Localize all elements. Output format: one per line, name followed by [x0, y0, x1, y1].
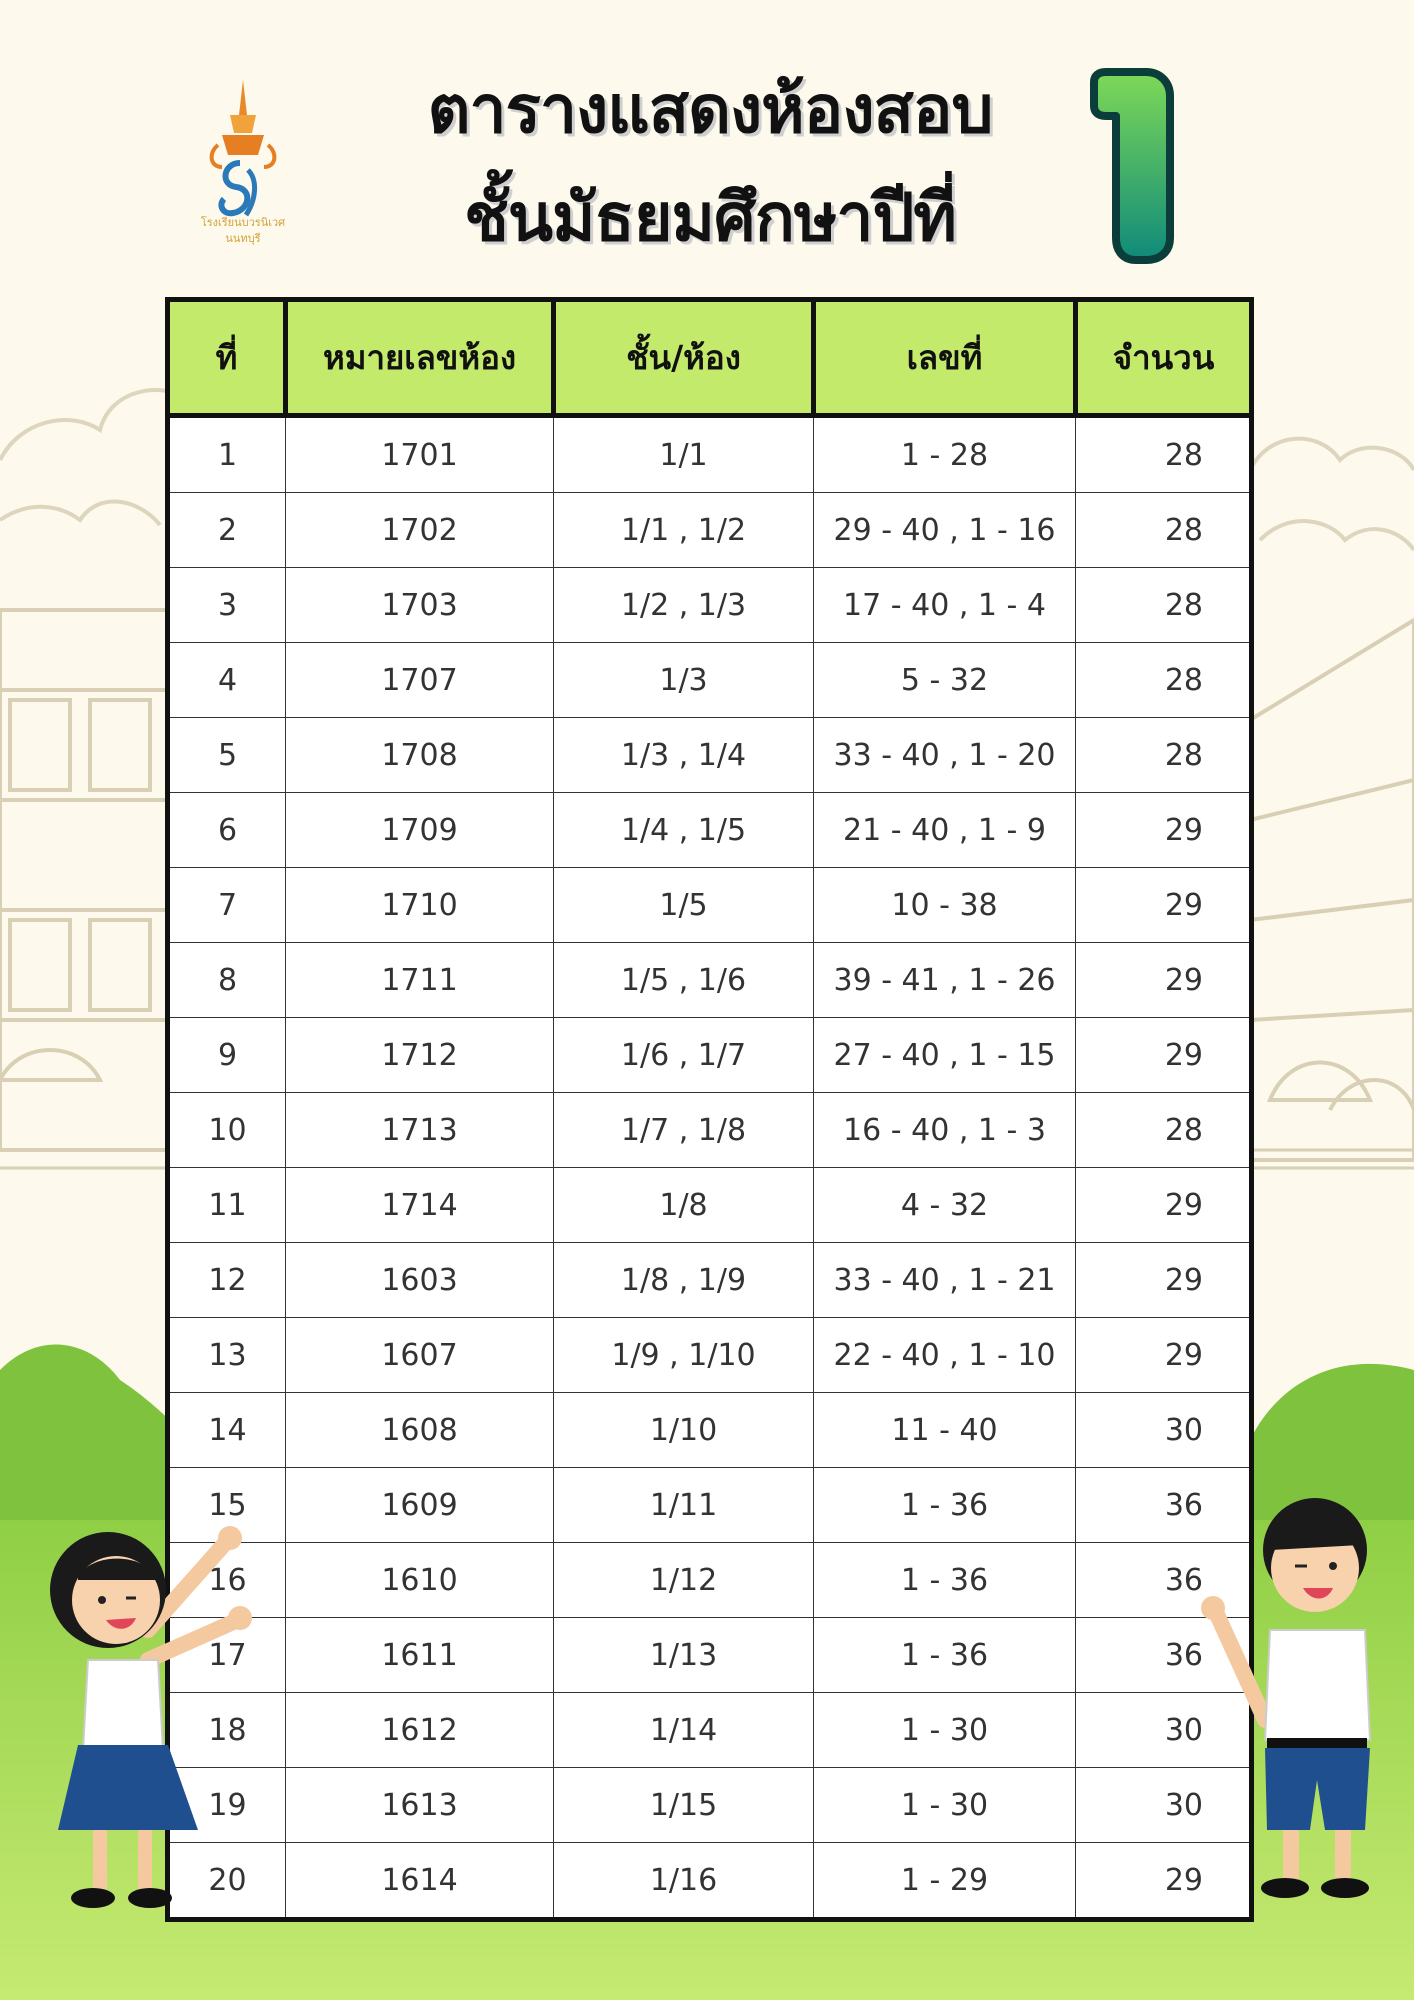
cell-no: 5 [168, 718, 286, 793]
cell-seats: 1 - 36 [814, 1618, 1076, 1693]
cell-room: 1713 [286, 1093, 554, 1168]
cell-class: 1/3 [554, 643, 814, 718]
cell-class: 1/8 , 1/9 [554, 1243, 814, 1318]
cell-seats: 1 - 36 [814, 1468, 1076, 1543]
grade-number-graphic [1080, 68, 1180, 264]
table-row [168, 1468, 1252, 1543]
cell-room: 1603 [286, 1243, 554, 1318]
cell-seats: 1 - 36 [814, 1543, 1076, 1618]
school-name-line1: โรงเรียนบวรนิเวศ [200, 216, 286, 229]
cell-room: 1611 [286, 1618, 554, 1693]
cell-room: 1609 [286, 1468, 554, 1543]
cell-no: 11 [168, 1168, 286, 1243]
cell-no: 1 [168, 416, 286, 493]
table-row [168, 1843, 1252, 1920]
cell-count: 28 [1076, 416, 1252, 493]
cell-class: 1/6 , 1/7 [554, 1018, 814, 1093]
table-row [168, 943, 1252, 1018]
col-header-room: หมายเลขห้อง [286, 300, 554, 416]
cell-seats: 4 - 32 [814, 1168, 1076, 1243]
cell-count: 29 [1076, 1843, 1252, 1920]
cell-count: 36 [1076, 1618, 1252, 1693]
cell-class: 1/9 , 1/10 [554, 1318, 814, 1393]
table-header-row [168, 300, 1252, 416]
cell-no: 16 [168, 1543, 286, 1618]
cell-seats: 11 - 40 [814, 1393, 1076, 1468]
cell-seats: 5 - 32 [814, 643, 1076, 718]
table-row [168, 1093, 1252, 1168]
cell-count: 28 [1076, 568, 1252, 643]
cell-class: 1/5 , 1/6 [554, 943, 814, 1018]
cell-count: 30 [1076, 1393, 1252, 1468]
table-row [168, 793, 1252, 868]
table-row [168, 1018, 1252, 1093]
cell-no: 2 [168, 493, 286, 568]
cell-class: 1/16 [554, 1843, 814, 1920]
cell-no: 15 [168, 1468, 286, 1543]
cell-count: 28 [1076, 718, 1252, 793]
cell-seats: 39 - 41 , 1 - 26 [814, 943, 1076, 1018]
cell-seats: 17 - 40 , 1 - 4 [814, 568, 1076, 643]
cell-count: 29 [1076, 943, 1252, 1018]
cell-no: 8 [168, 943, 286, 1018]
cell-no: 13 [168, 1318, 286, 1393]
col-header-no: ที่ [168, 300, 286, 416]
cell-no: 9 [168, 1018, 286, 1093]
cell-count: 29 [1076, 793, 1252, 868]
cell-room: 1702 [286, 493, 554, 568]
page-title-line2: ชั้นมัธยมศึกษาปีที่ [464, 179, 956, 256]
cell-room: 1613 [286, 1768, 554, 1843]
table-row [168, 416, 1252, 493]
cell-seats: 16 - 40 , 1 - 3 [814, 1093, 1076, 1168]
grade-number [1080, 68, 1180, 264]
table-row [168, 1543, 1252, 1618]
cell-seats: 1 - 29 [814, 1843, 1076, 1920]
cell-no: 18 [168, 1693, 286, 1768]
cell-count: 36 [1076, 1543, 1252, 1618]
table-row [168, 1618, 1252, 1693]
cell-no: 17 [168, 1618, 286, 1693]
cell-no: 12 [168, 1243, 286, 1318]
cell-seats: 21 - 40 , 1 - 9 [814, 793, 1076, 868]
cell-room: 1610 [286, 1543, 554, 1618]
cell-no: 20 [168, 1843, 286, 1920]
cell-seats: 27 - 40 , 1 - 15 [814, 1018, 1076, 1093]
cell-room: 1714 [286, 1168, 554, 1243]
cell-class: 1/2 , 1/3 [554, 568, 814, 643]
cell-class: 1/13 [554, 1618, 814, 1693]
cell-room: 1707 [286, 643, 554, 718]
table-row [168, 1393, 1252, 1468]
table-row [168, 1768, 1252, 1843]
cell-room: 1710 [286, 868, 554, 943]
exam-room-table [165, 297, 1254, 1922]
cell-seats: 22 - 40 , 1 - 10 [814, 1318, 1076, 1393]
cell-no: 7 [168, 868, 286, 943]
cell-count: 30 [1076, 1693, 1252, 1768]
girl-student-illustration [38, 1520, 258, 1910]
cell-no: 3 [168, 568, 286, 643]
cell-room: 1709 [286, 793, 554, 868]
cell-count: 29 [1076, 1243, 1252, 1318]
cell-class: 1/1 [554, 416, 814, 493]
cell-room: 1608 [286, 1393, 554, 1468]
table-row [168, 568, 1252, 643]
cell-room: 1712 [286, 1018, 554, 1093]
col-header-class: ชั้น/ห้อง [554, 300, 814, 416]
cell-count: 29 [1076, 868, 1252, 943]
cell-room: 1612 [286, 1693, 554, 1768]
cell-no: 4 [168, 643, 286, 718]
cell-room: 1711 [286, 943, 554, 1018]
cell-room: 1703 [286, 568, 554, 643]
table-row [168, 493, 1252, 568]
cell-no: 10 [168, 1093, 286, 1168]
cell-count: 28 [1076, 643, 1252, 718]
cell-class: 1/7 , 1/8 [554, 1093, 814, 1168]
cell-count: 30 [1076, 1768, 1252, 1843]
cell-class: 1/3 , 1/4 [554, 718, 814, 793]
cell-class: 1/14 [554, 1693, 814, 1768]
table-row [168, 1318, 1252, 1393]
cell-seats: 1 - 30 [814, 1768, 1076, 1843]
cell-seats: 33 - 40 , 1 - 21 [814, 1243, 1076, 1318]
table-row [168, 643, 1252, 718]
cell-class: 1/12 [554, 1543, 814, 1618]
school-logo [178, 75, 308, 275]
cell-seats: 29 - 40 , 1 - 16 [814, 493, 1076, 568]
cell-class: 1/4 , 1/5 [554, 793, 814, 868]
table-row [168, 868, 1252, 943]
cell-count: 29 [1076, 1018, 1252, 1093]
cell-class: 1/15 [554, 1768, 814, 1843]
boy-student-illustration [1195, 1490, 1410, 1910]
page-title-line1: ตารางแสดงห้องสอบ [427, 71, 993, 148]
cell-class: 1/8 [554, 1168, 814, 1243]
cell-no: 6 [168, 793, 286, 868]
logo-emblem [178, 75, 308, 235]
cell-count: 28 [1076, 1093, 1252, 1168]
cell-no: 14 [168, 1393, 286, 1468]
table-row [168, 1168, 1252, 1243]
cell-seats: 1 - 28 [814, 416, 1076, 493]
cell-count: 36 [1076, 1468, 1252, 1543]
col-header-seats: เลขที่ [814, 300, 1076, 416]
school-name-line2: นนทบุรี [225, 232, 261, 245]
cell-count: 28 [1076, 493, 1252, 568]
cell-class: 1/5 [554, 868, 814, 943]
cell-class: 1/11 [554, 1468, 814, 1543]
cell-seats: 33 - 40 , 1 - 20 [814, 718, 1076, 793]
cell-seats: 10 - 38 [814, 868, 1076, 943]
table-row [168, 1243, 1252, 1318]
cell-room: 1607 [286, 1318, 554, 1393]
cell-seats: 1 - 30 [814, 1693, 1076, 1768]
table-row [168, 1693, 1252, 1768]
col-header-count: จำนวน [1076, 300, 1252, 416]
table-row [168, 718, 1252, 793]
cell-class: 1/10 [554, 1393, 814, 1468]
cell-count: 29 [1076, 1318, 1252, 1393]
cell-no: 19 [168, 1768, 286, 1843]
cell-count: 29 [1076, 1168, 1252, 1243]
cell-room: 1701 [286, 416, 554, 493]
cell-room: 1708 [286, 718, 554, 793]
cell-class: 1/1 , 1/2 [554, 493, 814, 568]
cell-room: 1614 [286, 1843, 554, 1920]
